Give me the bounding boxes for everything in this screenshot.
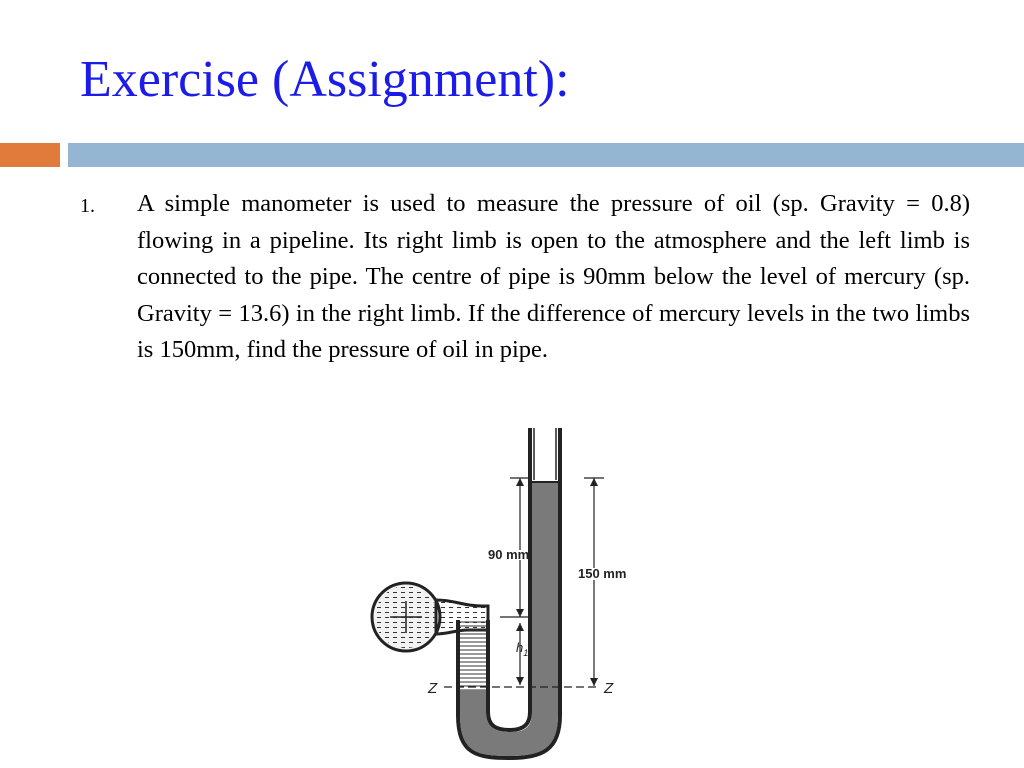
dimension-label-h1 [516, 640, 528, 658]
h-label: h [516, 640, 524, 655]
u-tube-inner [488, 428, 530, 730]
slide-title: Exercise (Assignment): [80, 51, 570, 108]
accent-bar-blue [68, 143, 1024, 167]
manometer-diagram [360, 420, 660, 768]
datum-label-left: Z [428, 680, 438, 697]
exercise-text: A simple manometer is used to measure the pressure of oil (sp. Gravity = 0.8) flowing in a pipeline. Its right limb is open to the atmosphere and the left limb is connected to the pipe. The centre of pipe is 90mm below the level of mercury (sp. Gravity = 13.6) in the right limb. If the difference of mercury levels in the two limbs is 150mm, find the pressure of oil in pipe. [137, 190, 970, 363]
manometer-figure [360, 420, 660, 768]
h-subscript: 1 [523, 648, 529, 658]
list-item-number: 1. [80, 195, 95, 217]
dimension-label-150: 150 mm [578, 566, 627, 581]
accent-bar-orange [0, 143, 60, 167]
dimension-label-90: 90 mm [488, 547, 530, 562]
datum-label-right: Z [604, 680, 614, 697]
left-limb-oil [460, 620, 486, 690]
